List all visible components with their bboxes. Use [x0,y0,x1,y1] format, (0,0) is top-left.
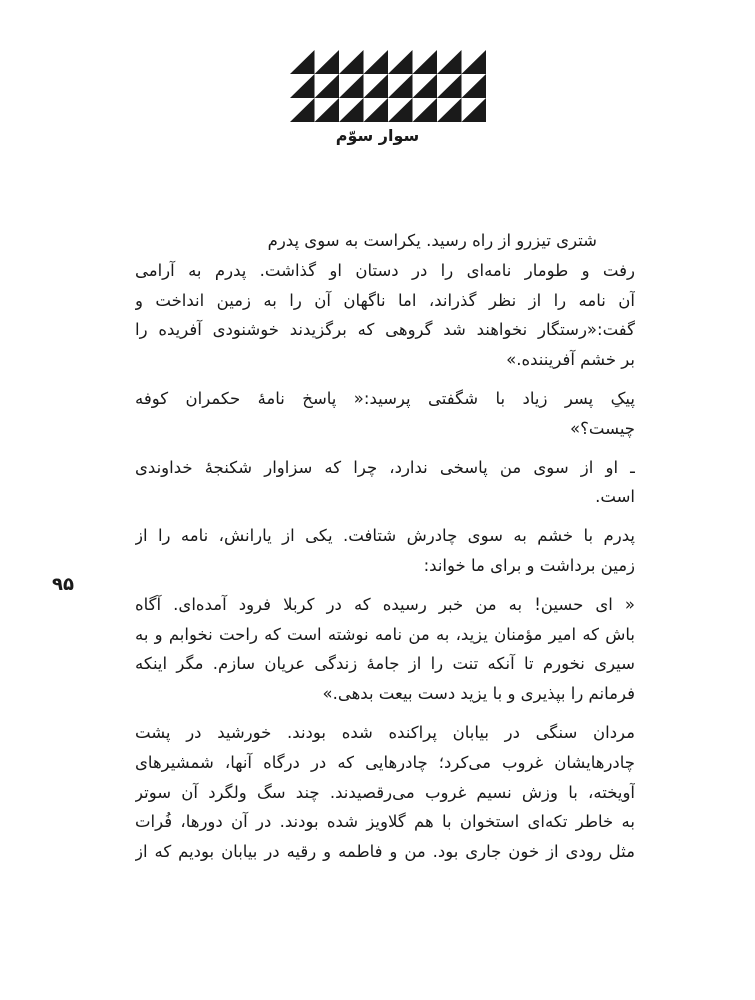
ornament-triangle [290,50,315,74]
text-line: چادرهایشان غروب می‌کرد؛ چادرهایی که در درگاه آنها، شمشیرهای [135,752,635,772]
ornament-triangle [364,50,389,74]
text-line: زمین برداشت و برای ما خواند: [423,555,635,575]
body-text [135,226,635,867]
ornament-triangle [462,74,487,98]
ornament-triangle [413,98,438,122]
ornament-triangle [290,74,315,98]
ornament-triangle [290,98,315,122]
ornament-triangle [339,98,364,122]
ornament-triangle [388,98,413,122]
chapter-title: سوار سوّم [335,126,420,145]
ornament-triangle [413,74,438,98]
ornament-triangle [388,50,413,74]
text-line: چیست؟» [570,418,635,438]
text-line: است. [595,487,635,507]
ornament-triangle [315,74,340,98]
ornament-triangle [388,74,413,98]
text-line: پدرم با خشم به سوی چادرش شتافت. یکی از یارانش، نامه را از [135,526,635,546]
ornament-triangle [413,50,438,74]
text-line: رفت و طومار نامه‌ای را در دستان او گذاشت. پدرم به آرامی [135,260,635,280]
text-line: پیکِ پسر زیاد با شگفتی پرسید:« پاسخ نامهٔ حکمران کوفه [135,388,635,408]
ornament-triangle [339,50,364,74]
ornament-triangle [462,50,487,74]
text-line: شتری تیزرو از راه رسید. یکراست به سوی پدرم [267,231,597,250]
text-line: آویخته، با وزش نسیم غروب می‌رقصیدند. چند سگ ولگرد آن سوتر [135,782,635,802]
page-number: ۹۵ [52,574,74,595]
ornament-triangle [462,98,487,122]
ornament-triangle [364,74,389,98]
ornament-triangle [339,74,364,98]
text-line: سیری نخورم تا آنکه تنت را از جامهٔ زندگی عریان سازم. مگر اینکه [135,654,635,674]
text-line: به خاطر تکه‌ای استخوان با هم گلاویز شده بودند. در آن دورها، فُرات [135,812,635,832]
text-line: آن نامه را از نظر گذراند، اما ناگهان آن را به زمین انداخت و [135,290,635,310]
text-line: ـ او از سوی من پاسخی ندارد، چرا که سزاوار شکنجهٔ خداوندی [135,457,635,477]
ornament-triangle [315,98,340,122]
ornament-triangle [437,98,462,122]
text-line: مردان سنگی در بیابان پراکنده شده بودند. خورشید در پشت [135,722,635,742]
ornament-triangle [437,74,462,98]
text-line: بر خشم آفریننده.» [506,350,635,370]
ornament-triangle [364,98,389,122]
ornament-triangle [437,50,462,74]
ornament-triangle [315,50,340,74]
triangle-ornament-icon [290,50,486,122]
text-line: « ای حسین! به من خبر رسیده که در کربلا فرود آمده‌ای. آگاه [135,594,635,614]
text-line: مثل رودی از خون جاری بود. من و فاطمه و رقیه در بیابان بودیم که از [135,842,635,862]
text-line: باش که امیر مؤمنان یزید، به من نامه نوشته است که راحت نخوابم و به [135,624,635,644]
text-line: فرمانم را بپذیری و با یزید دست بیعت بدهی.» [322,684,635,704]
text-line: گفت:«رستگار نخواهند شد گروهی که برگزیدند خوشنودی آفریده را [135,320,635,340]
